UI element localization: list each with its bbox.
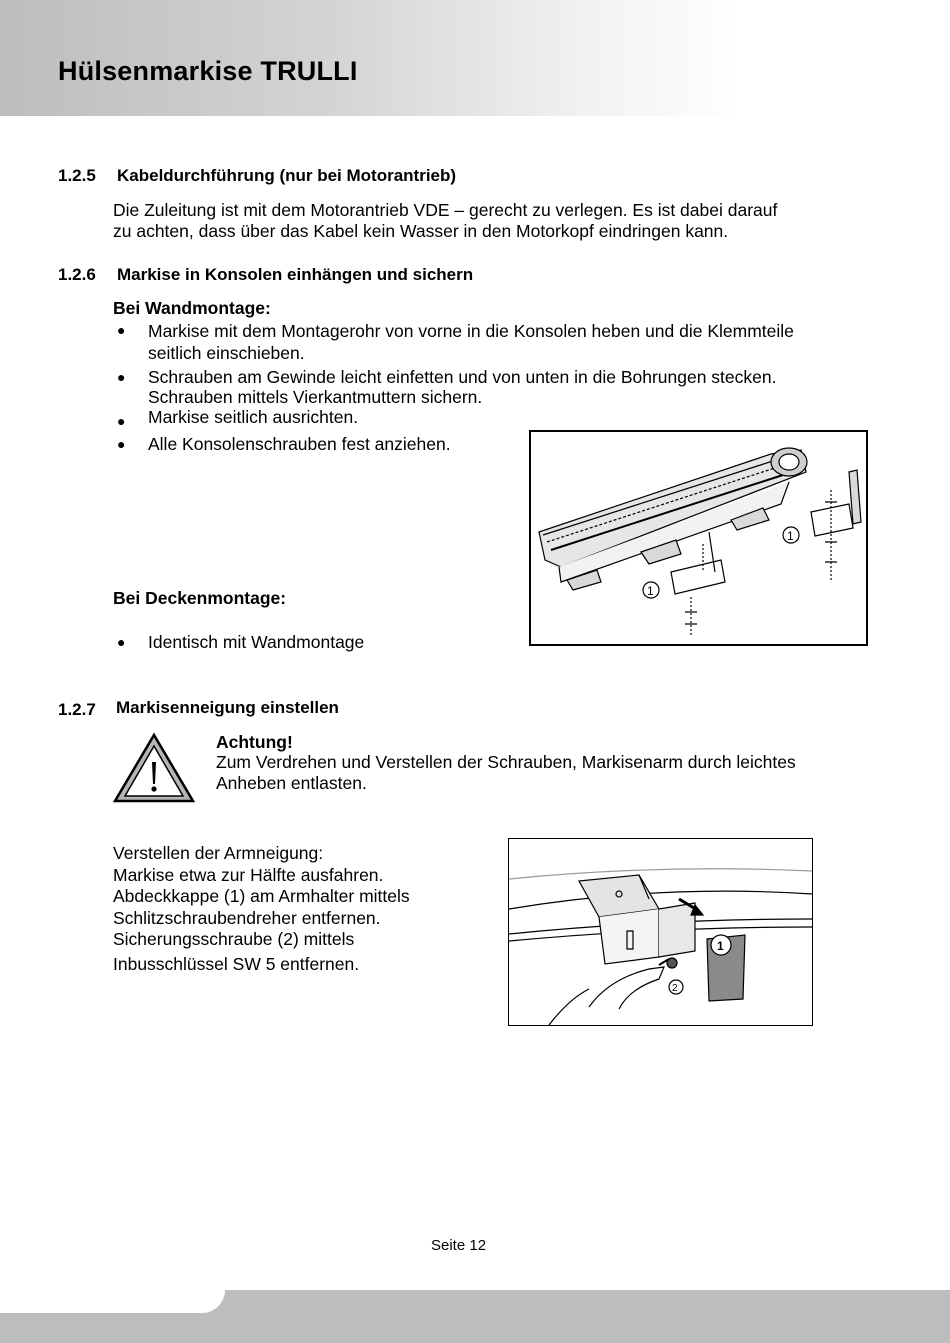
text-line: Markise mit dem Montagerohr von vorne in die Konsolen heben und die Klemmteile: [148, 321, 794, 341]
section-title-127: Markisenneigung einstellen: [116, 698, 339, 717]
warning-title: Achtung!: [216, 732, 293, 752]
section-number-127: 1.2.7: [58, 700, 96, 719]
section-number-125: 1.2.5: [58, 166, 96, 185]
bullet-icon: ●: [117, 634, 126, 650]
adjustment-steps: [113, 843, 410, 975]
list-item: [148, 433, 451, 455]
step-line: Markise etwa zur Hälfte ausfahren.: [113, 864, 384, 885]
text-line: Alle Konsolenschrauben fest anziehen.: [148, 434, 451, 454]
text-line: Identisch mit Wandmontage: [148, 632, 365, 652]
text-line: zu achten, dass über das Kabel kein Wasser in den Motorkopf eindringen kann.: [113, 221, 729, 241]
bullet-icon: ●: [117, 369, 126, 385]
step-line: Abdeckkappe (1) am Armhalter mittels: [113, 886, 410, 906]
text-line: seitlich einschieben.: [148, 343, 305, 363]
bullet-icon: ●: [117, 436, 126, 452]
text-line: Schrauben am Gewinde leicht einfetten und von unten in die Bohrungen stecken.: [148, 367, 777, 387]
document-title: Hülsenmarkise TRULLI: [58, 56, 358, 86]
warning-text: [216, 752, 796, 794]
bullet-icon: ●: [117, 413, 126, 429]
ceiling-mount-heading: Bei Deckenmontage:: [113, 588, 287, 608]
text-line: Anheben entlasten.: [216, 773, 367, 793]
page-number: Seite 12: [431, 1237, 487, 1254]
section-title-126: Markise in Konsolen einhängen und sichern: [117, 265, 474, 284]
awning-mounting-illustration: [531, 432, 866, 644]
section-number-126: 1.2.6: [58, 265, 96, 284]
list-item: [148, 631, 364, 653]
label-1: 1: [717, 939, 724, 953]
label-2: 2: [672, 983, 678, 994]
step-line: Schlitzschraubendreher entfernen.: [113, 907, 381, 928]
label-1: 1: [647, 584, 654, 598]
text-line: Schrauben mittels Vierkantmuttern sichern.: [148, 387, 483, 407]
list-item: [148, 320, 794, 364]
footer-curve: [0, 1290, 225, 1313]
list-item: [148, 406, 358, 428]
step-line: Inbusschlüssel SW 5 entfernen.: [113, 953, 360, 974]
mounting-figure: [529, 430, 868, 646]
arm-holder-figure: [508, 838, 813, 1026]
step-line: Sicherungsschraube (2) mittels: [113, 929, 355, 949]
wall-mount-heading: Bei Wandmontage:: [113, 298, 271, 318]
section-title-125: Kabeldurchführung (nur bei Motorantrieb): [117, 166, 457, 185]
text-line: Zum Verdrehen und Verstellen der Schrauben, Markisenarm durch leichtes: [216, 752, 796, 772]
arm-holder-illustration: [509, 839, 812, 1025]
list-item: [148, 366, 776, 408]
warning-icon: [112, 732, 196, 804]
text-line: Die Zuleitung ist mit dem Motorantrieb VDE – gerecht zu verlegen. Es ist dabei darauf: [113, 200, 778, 220]
label-1: 1: [787, 529, 794, 543]
step-line: Verstellen der Armneigung:: [113, 843, 324, 863]
section-125-text: [113, 200, 777, 242]
bullet-icon: ●: [117, 322, 126, 338]
text-line: Markise seitlich ausrichten.: [148, 407, 359, 427]
